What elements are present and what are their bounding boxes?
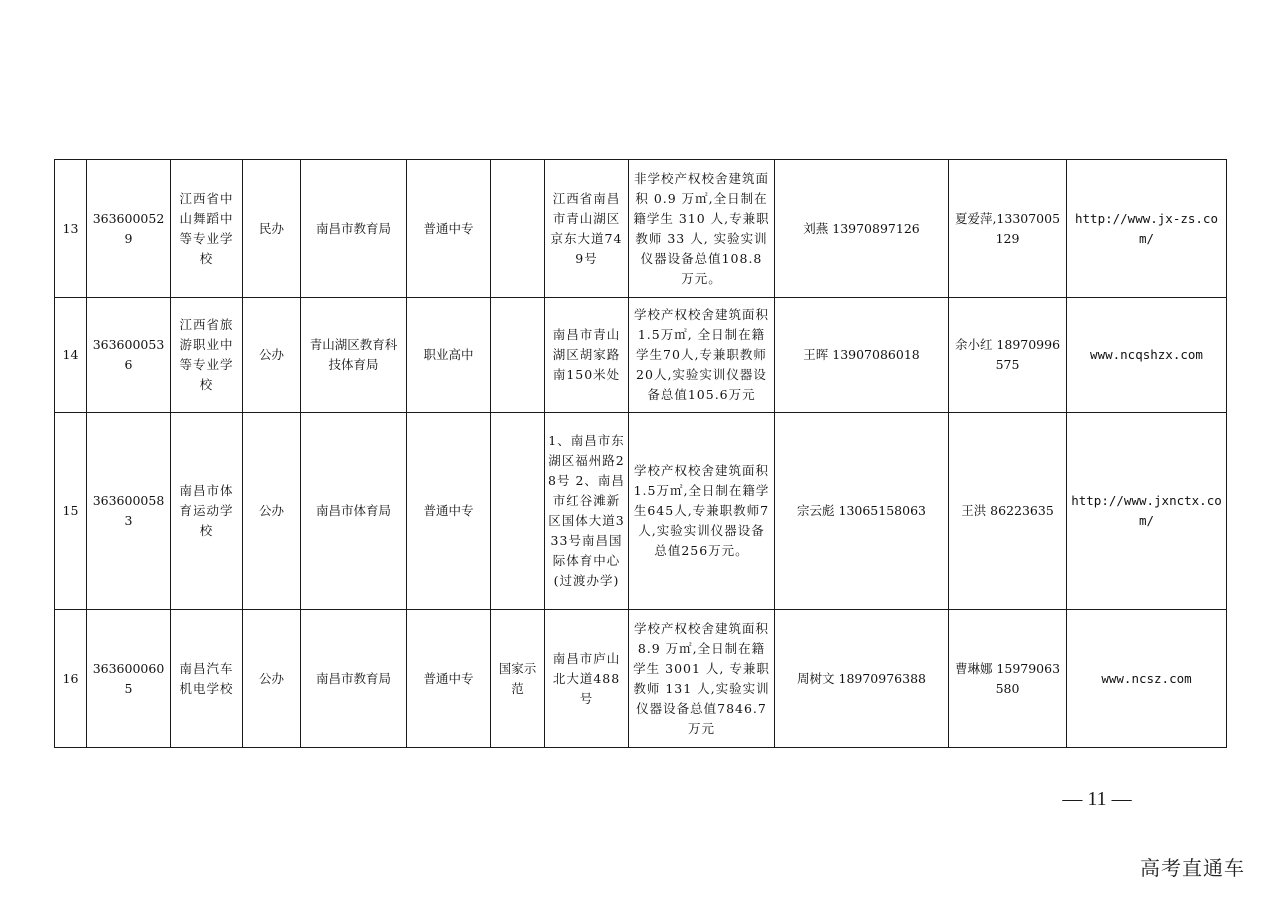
admissions-contact-cell: 曹琳娜 15979063580: [949, 610, 1067, 748]
facilities-cell: 学校产权校舍建筑面积1.5万㎡,全日制在籍学生645人,专兼职教师7人,实验实训仪器设备总值256万元。: [629, 413, 775, 610]
school-table: [54, 159, 1227, 748]
school-category-cell: 普通中专: [407, 610, 491, 748]
facilities-cell: 学校产权校舍建筑面积1.5万㎡, 全日制在籍学生70人,专兼职教师20人,实验实训仪器设备总值105.6万元: [629, 298, 775, 413]
school-type-cell: 公办: [243, 298, 301, 413]
authority-cell: 南昌市教育局: [301, 160, 407, 298]
principal-contact-cell: 刘燕 13970897126: [775, 160, 949, 298]
authority-cell: 青山湖区教育科技体育局: [301, 298, 407, 413]
authority-cell: 南昌市体育局: [301, 413, 407, 610]
school-category-cell: 普通中专: [407, 413, 491, 610]
watermark-text: 高考直通车: [1140, 856, 1245, 880]
school-type-cell: 民办: [243, 160, 301, 298]
school-type-cell: 公办: [243, 413, 301, 610]
row-number-cell: 16: [55, 610, 87, 748]
principal-contact-cell: 王晖 13907086018: [775, 298, 949, 413]
address-cell: 南昌市青山湖区胡家路南150米处: [545, 298, 629, 413]
facilities-cell: 学校产权校舍建筑面积 8.9 万㎡,全日制在籍学生 3001 人, 专兼职教师 131 人,实验实训仪器设备总值7846.7 万元: [629, 610, 775, 748]
row-number-cell: 14: [55, 298, 87, 413]
address-cell: 南昌市庐山北大道488号: [545, 610, 629, 748]
page-number: — 11 —: [1062, 788, 1132, 810]
demo-status-cell: [491, 413, 545, 610]
table-row: [55, 413, 1227, 610]
admissions-contact-cell: 王洪 86223635: [949, 413, 1067, 610]
facilities-cell: 非学校产权校舍建筑面积 0.9 万㎡,全日制在籍学生 310 人,专兼职教师 33 人, 实验实训仪器设备总值108.8 万元。: [629, 160, 775, 298]
school-category-cell: 普通中专: [407, 160, 491, 298]
website-cell: www.ncqshzx.com: [1067, 298, 1227, 413]
school-type-cell: 公办: [243, 610, 301, 748]
row-number-cell: 13: [55, 160, 87, 298]
school-name-cell: 南昌汽车机电学校: [171, 610, 243, 748]
website-cell: www.ncsz.com: [1067, 610, 1227, 748]
website-cell: http://www.jx-zs.com/: [1067, 160, 1227, 298]
school-name-cell: 江西省中山舞蹈中等专业学校: [171, 160, 243, 298]
table-row: [55, 298, 1227, 413]
demo-status-cell: [491, 160, 545, 298]
address-cell: 1、南昌市东湖区福州路28号 2、南昌市红谷滩新区国体大道333号南昌国际体育中心(过渡办学): [545, 413, 629, 610]
table-row: [55, 160, 1227, 298]
address-cell: 江西省南昌市青山湖区京东大道749号: [545, 160, 629, 298]
school-category-cell: 职业高中: [407, 298, 491, 413]
row-number-cell: 15: [55, 413, 87, 610]
principal-contact-cell: 宗云彪 13065158063: [775, 413, 949, 610]
school-name-cell: 江西省旅游职业中等专业学校: [171, 298, 243, 413]
admissions-contact-cell: 夏爱萍,13307005129: [949, 160, 1067, 298]
website-cell: http://www.jxnctx.com/: [1067, 413, 1227, 610]
principal-contact-cell: 周树文 18970976388: [775, 610, 949, 748]
school-code-cell: 3636000583: [87, 413, 171, 610]
school-code-cell: 3636000529: [87, 160, 171, 298]
admissions-contact-cell: 余小红 18970996575: [949, 298, 1067, 413]
school-code-cell: 3636000536: [87, 298, 171, 413]
demo-status-cell: 国家示范: [491, 610, 545, 748]
school-name-cell: 南昌市体育运动学校: [171, 413, 243, 610]
authority-cell: 南昌市教育局: [301, 610, 407, 748]
table-row: [55, 610, 1227, 748]
demo-status-cell: [491, 298, 545, 413]
school-code-cell: 3636000605: [87, 610, 171, 748]
